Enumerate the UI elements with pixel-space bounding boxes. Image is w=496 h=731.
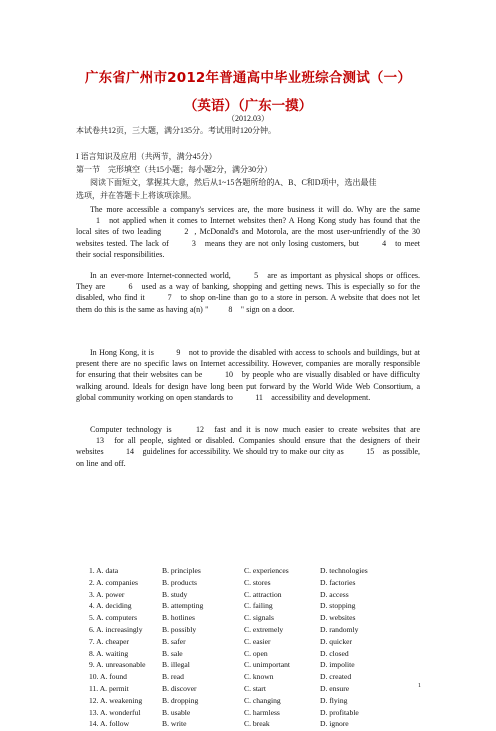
passage-text: for all people, sighted or disabled. Companies should ensure that the designers of their websites: [76, 436, 420, 457]
option-row: [89, 719, 419, 731]
option-row: [89, 672, 419, 684]
page-number: 1: [418, 683, 421, 689]
option-choice: 14. A. follow: [89, 719, 130, 729]
option-choice: C. start: [244, 683, 266, 693]
option-choice: B. study: [162, 589, 188, 599]
option-choice: D. profitable: [320, 707, 359, 717]
passage-text: not applied when it comes to Internet websites then? A Hong Kong study has found that the local sites of two leading: [76, 216, 420, 237]
option-choice: B. usable: [162, 707, 191, 717]
option-choice: B. sale: [162, 648, 183, 658]
option-choice: C. unimportant: [244, 660, 290, 670]
blank-number: 8: [228, 304, 233, 314]
passage-text: Computer technology is: [90, 425, 176, 434]
option-choice: B. hotlines: [162, 613, 195, 623]
passage-paragraph: [76, 270, 420, 315]
option-choice: 11. A. permit: [89, 683, 129, 693]
option-choice: C. changing: [244, 695, 281, 705]
option-choice: C. extremely: [244, 624, 284, 634]
blank-number: 7: [167, 293, 172, 303]
option-row: [89, 649, 419, 661]
passage-text: not to provide the disabled with access to schools and buildings, but at present there are no specific laws on Internet accessibility. However, companies are morally responsible for ensuring that their websites can be: [76, 348, 421, 380]
blank-number: 12: [195, 425, 204, 434]
passage-text: In an ever-more Internet-connected world,: [90, 271, 235, 280]
passage-text: to meet their social responsibilities.: [76, 238, 420, 259]
option-choice: 1. A. data: [89, 566, 119, 575]
blank-number: 13: [96, 436, 104, 446]
instruction-line-1: 阅读下面短文，掌握其大意，然后从1~15各题所给的A、B、C和D项中，选出最佳: [90, 178, 377, 187]
passage-text: " sign on a door.: [238, 304, 295, 314]
option-choice: D. technologies: [320, 566, 368, 575]
option-choice: 6. A. increasingly: [89, 624, 143, 634]
passage-text: The more accessible a company's services are, the more business it will do. Why are the same: [90, 205, 420, 214]
option-row: [89, 601, 419, 613]
option-choice: C. break: [244, 719, 270, 729]
option-choice: D. closed: [320, 648, 349, 658]
passage-paragraph: [76, 347, 420, 403]
option-choice: 7. A. cheaper: [89, 636, 130, 646]
passage-text: means they are not only losing customers, but: [201, 238, 363, 248]
option-row: [89, 613, 419, 625]
option-choice: C. known: [244, 672, 274, 682]
blank-number: 10: [225, 370, 233, 380]
option-choice: D. websites: [320, 613, 356, 623]
option-choice: D. quicker: [320, 636, 353, 646]
option-row: [89, 660, 419, 672]
exam-date: （2012.03）: [227, 114, 269, 123]
option-choice: D. stopping: [320, 601, 356, 611]
option-choice: 4. A. deciding: [89, 601, 132, 611]
option-row: [89, 578, 419, 590]
passage-text: , McDonald's and Motorola, are the most user-unfriendly of the 30 websites tested. The lack of: [76, 227, 420, 248]
blank-number: 4: [382, 238, 387, 248]
passage-text: are as important as physical shops or offices. They are: [76, 271, 420, 292]
option-choice: B. read: [162, 672, 184, 682]
blank-number: 3: [191, 238, 196, 248]
option-choice: D. impolite: [320, 660, 355, 670]
passage-text: accessibility and development.: [268, 392, 371, 402]
blank-number: 1: [96, 216, 100, 226]
option-choice: D. randomly: [320, 624, 359, 634]
passage-text: used as a way of banking, shopping and getting news. This is especially so for the disabled, who find it: [76, 282, 421, 303]
blank-number: 11: [255, 392, 263, 402]
option-choice: C. failing: [244, 601, 273, 611]
passage-paragraph: [76, 424, 420, 469]
option-choice: 3. A. power: [89, 589, 125, 599]
option-choice: B. illegal: [162, 660, 190, 670]
option-choice: C. signals: [244, 613, 274, 623]
option-choice: 2. A. companies: [89, 577, 138, 587]
option-choice: C. open: [244, 648, 268, 658]
option-choice: 9. A. unreasonable: [89, 660, 146, 670]
option-choice: 5. A. computers: [89, 613, 138, 623]
option-choice: D. created: [320, 672, 352, 682]
option-choice: B. principles: [162, 566, 201, 575]
option-choice: C. harmless: [244, 707, 280, 717]
option-row: [89, 566, 419, 578]
blank-number: 14: [126, 447, 135, 457]
option-choice: B. discover: [162, 683, 197, 693]
passage-text: to shop on-line than go to a store in person. A website that does not let them do this is the same as having a(n) ": [76, 293, 420, 314]
option-choice: D. ignore: [320, 719, 349, 729]
option-choice: B. safer: [162, 636, 186, 646]
option-choice: C. easier: [244, 636, 271, 646]
section-heading: I 语言知识及应用（共两节，满分45分）: [76, 152, 217, 161]
option-row: [89, 625, 419, 637]
passage-text: fast and it is now much easier to create websites that are: [209, 425, 421, 434]
option-choice: B. dropping: [162, 695, 199, 705]
blank-number: 6: [128, 282, 133, 292]
document-subtitle: （英语）（广东一摸）: [183, 98, 313, 114]
instruction-line-2: 选项，并在答题卡上将该项涂黑。: [76, 191, 196, 200]
passage-text: by people who are visually disabled or have difficulty walking around. Ideals for design have long been put forward by the World Wide Web Consortium, a global community working on open standards to: [76, 370, 421, 402]
option-choice: B. products: [162, 577, 198, 587]
option-choice: B. write: [162, 719, 187, 729]
exam-intro: 本试卷共12页，三大题，满分135分。考试用时120分钟。: [76, 126, 276, 135]
option-choice: D. access: [320, 589, 349, 599]
option-choice: D. factories: [320, 577, 356, 587]
option-choice: C. attraction: [244, 589, 282, 599]
option-choice: 13. A. wonderful: [89, 707, 141, 717]
blank-number: 15: [366, 447, 375, 457]
option-choice: C. stores: [244, 577, 271, 587]
option-choice: D. ensure: [320, 683, 350, 693]
option-choice: B. attempting: [162, 601, 204, 611]
option-choice: 12. A. weakening: [89, 695, 143, 705]
part-heading: 第一节 完形填空（共15小题；每小题2分，满分30分）: [76, 165, 272, 174]
option-choice: 10. A. found: [89, 672, 127, 682]
passage-paragraph: [76, 204, 420, 260]
blank-number: 9: [176, 348, 181, 357]
passage-text: as possible, on line and off.: [76, 447, 420, 468]
passage-text: guidelines for accessibility. We should try to make our city as: [140, 447, 347, 457]
option-row: [89, 590, 419, 602]
blank-number: 5: [254, 271, 259, 280]
option-choice: D. flying: [320, 695, 348, 705]
answer-options: [89, 566, 419, 731]
option-row: [89, 684, 419, 696]
option-choice: C. experiences: [244, 566, 289, 575]
document-title: 广东省广州市2012年普通高中毕业班综合测试（一）: [84, 70, 412, 86]
option-row: [89, 708, 419, 720]
option-choice: 8. A. waiting: [89, 648, 129, 658]
option-row: [89, 637, 419, 649]
passage-text: In Hong Kong, it is: [90, 348, 157, 357]
option-choice: B. possibly: [162, 624, 197, 634]
blank-number: 2: [184, 227, 189, 237]
